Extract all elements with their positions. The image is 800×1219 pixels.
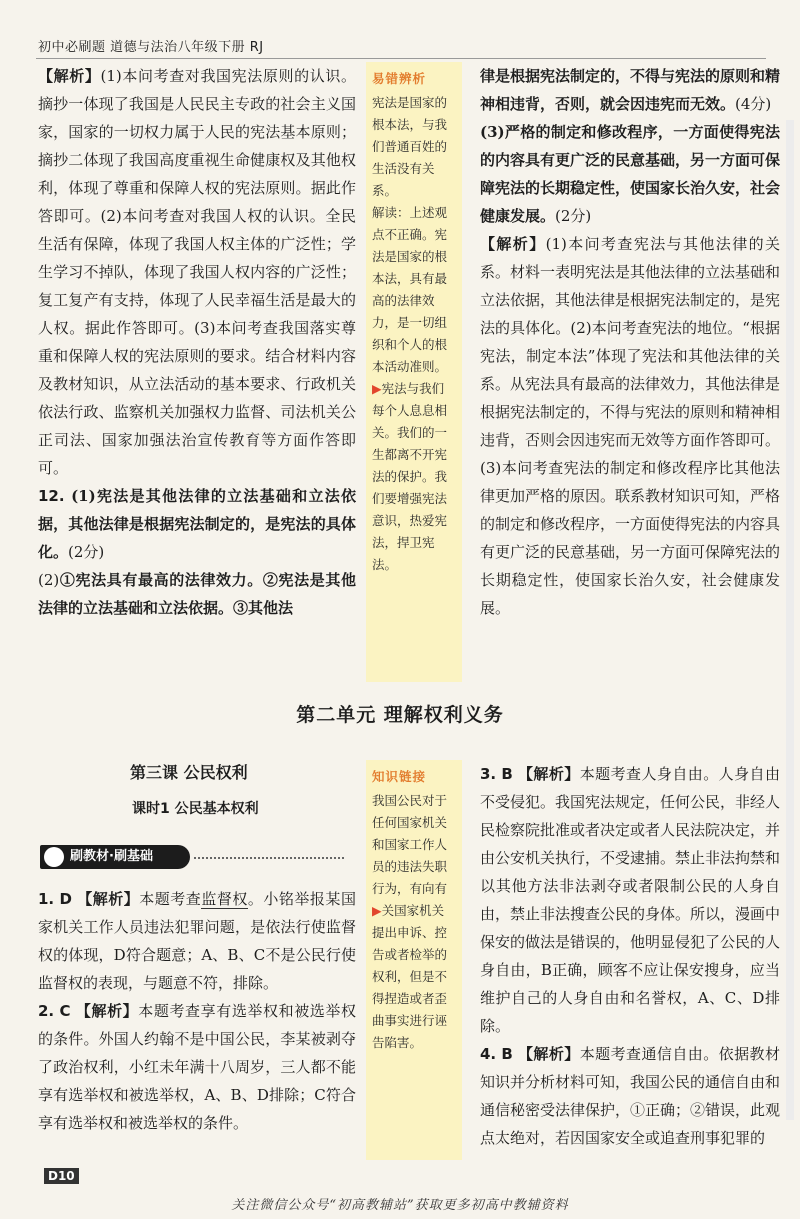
analysis-text: (1)本问考查对我国宪法原则的认识。摘抄一体现了我国是人民民主专政的社会主义国家，国家的一切权力属于人民的宪法基本原则；摘抄二体现了我国高度重视生命健康权及其他权利，体现了尊重和保障人权的宪法原则。据此作答即可。(2)本问考查对我国人权的认识。全民生活有保障，体现了我国人权主体的广泛性；学生学习不掉队，体现了我国人权内容的广泛性；复工复产有支持，体现了人民幸福生活是最大的人权。据此作答即可。(3)本问考查我国落实尊重和保障人权的宪法原则的要求。结合材料内容及教材知识，从立法活动的基本要求、行政机关依法行政、监察机关加强权力监督、司法机关公正司法、国家加强法治宣传教育等方面作答即可。	[38, 67, 356, 477]
right-column-top	[480, 62, 780, 622]
question-3	[480, 760, 780, 1040]
answer-text: (3)严格的制定和修改程序，一方面使得宪法的内容具有更广泛的民意基础，另一方面可保障宪法的长期稳定性，使国家长治久安，社会健康发展。	[480, 123, 781, 225]
error-analysis-sidebar	[366, 62, 462, 682]
question-12-part1	[38, 482, 356, 566]
question-4	[480, 1040, 780, 1152]
score: (2分)	[68, 543, 105, 561]
analysis-tag: 【解析】	[38, 67, 101, 85]
analysis-tag: 【解析】	[517, 1045, 580, 1063]
underlined-term: 监督权	[201, 890, 248, 908]
question-number: 3.	[480, 765, 497, 783]
answer-letter: C	[59, 1002, 71, 1020]
arrow-icon: ▶	[372, 381, 382, 396]
answer-continuation	[480, 62, 780, 118]
analysis-text: 。小铭举报某国家机关工作人员违法犯罪问题，是依法行使监督权的体现，D符合题意；A、B、C不是公民行使监督权的表现，与题意不符，排除。	[38, 890, 356, 992]
analysis-paragraph	[38, 62, 356, 482]
unit-title: 第二单元 理解权利义务	[296, 704, 504, 726]
analysis-text: 本题考查	[139, 890, 202, 908]
period-title: 课时1 公民基本权利	[132, 801, 259, 817]
analysis-text: (1)本问考查宪法与其他法律的关系。材料一表明宪法是其他法律的立法基础和立法依据，其他法律是根据宪法制定的，是宪法的具体化。(2)本问考查宪法的地位。“根据宪法，制定本法”体现了宪法和其他法律的关系。从宪法具有最高的法律效力，其他法律是根据宪法制定的，不得与宪法的原则和精神相违背，否则会因违宪而无效等方面作答即可。(3)本问考查宪法的制定和修改程序比其他法律更加严格的原因。联系教材知识可知，严格的制定和修改程序，一方面使得宪法的内容具有更广泛的民意基础，另一方面可保障宪法的长期稳定性，使国家长治久安，社会健康发展。	[480, 235, 781, 617]
part-prefix: (2)	[38, 571, 60, 589]
sidebar-text: ▶宪法与我们每个人息息相关。我们的一生都离不开宪法的保护。我们要增强宪法意识，热爱宪法，捍卫宪法。	[372, 381, 448, 572]
knowledge-link-sidebar	[366, 760, 462, 1160]
question-number: 4.	[480, 1045, 497, 1063]
lesson-title: 第三课 公民权利	[130, 763, 248, 782]
analysis-text: 本题考查享有选举权和被选举权的条件。外国人约翰不是中国公民，李某被剥夺了政治权利，小红未年满十八周岁，三人都不能享有选举权和被选举权，A、B、D排除；C符合享有选举权和被选举权的条件。	[38, 1002, 356, 1132]
sidebar-text: 解读：上述观点不正确。宪法是国家的根本法，具有最高的法律效力，是一切组织和个人的根本活动准则。	[372, 205, 448, 374]
question-2	[38, 997, 356, 1137]
sidebar-text: ▶关国家机关提出申诉、控告或者检举的权利，但是不得捏造或者歪曲事实进行诬告陷害。	[372, 903, 448, 1050]
right-column-bottom	[480, 760, 780, 1152]
sidebar-text: 宪法是国家的根本法，与我们普通百姓的生活没有关系。	[372, 95, 448, 198]
question-1	[38, 885, 356, 997]
answer-text: ①宪法具有最高的法律效力。②宪法是其他法律的立法基础和立法依据。③其他法	[38, 571, 356, 617]
banner-label: 刷教材·刷基础	[70, 849, 153, 864]
analysis-tag: 【解析】	[77, 890, 140, 908]
answer-part3	[480, 118, 780, 230]
analysis-tag: 【解析】	[480, 235, 546, 253]
footer-note: 关注微信公众号“初高教辅站”获取更多初高中教辅资料	[231, 1198, 569, 1213]
answer-letter: B	[501, 765, 513, 783]
sidebar-title: 知识链接	[372, 769, 427, 784]
sidebar-title: 易错辨析	[372, 71, 427, 86]
question-number: 1.	[38, 890, 55, 908]
header-rule	[36, 58, 766, 59]
sidebar-text: 我国公民对于任何国家机关和国家工作人员的违法失职行为，有向有	[372, 793, 448, 896]
question-number: 12.	[38, 487, 65, 505]
left-column-bottom	[38, 885, 356, 1137]
section-banner	[40, 845, 190, 869]
answer-letter: B	[501, 1045, 513, 1063]
page-number: D10	[44, 1168, 79, 1184]
running-header: 初中必刷题 道德与法治八年级下册 RJ	[38, 40, 264, 55]
score: (2分)	[555, 207, 592, 225]
analysis-tag: 【解析】	[517, 765, 580, 783]
left-column-top	[38, 62, 356, 622]
analysis-text: 本题考查人身自由。人身自由不受侵犯。我国宪法规定，任何公民，非经人民检察院批准或者决定或者人民法院决定，并由公安机关执行，不受逮捕。禁止非法拘禁和以其他方法非法剥夺或者限制公民的人身自由，禁止非法搜查公民的身体。所以，漫画中保安的做法是错误的，他明显侵犯了公民的人身自由，B正确，顾客不应让保安搜身，应当维护自己的人身自由和名誉权，A、C、D排除。	[480, 765, 781, 1035]
answer-letter: D	[59, 890, 72, 908]
answer-text: 律是根据宪法制定的，不得与宪法的原则和精神相违背，否则，就会因违宪而无效。	[480, 67, 781, 113]
arrow-icon: ▶	[372, 903, 382, 918]
brush-icon	[44, 847, 64, 867]
score: (4分)	[735, 95, 772, 113]
page-edge-shadow	[786, 120, 794, 1120]
analysis-paragraph	[480, 230, 780, 622]
banner-divider	[194, 857, 344, 859]
question-12-part2	[38, 566, 356, 622]
analysis-text: 本题考查通信自由。依据教材知识并分析材料可知，我国公民的通信自由和通信秘密受法律保护，①正确；②错误，此观点太绝对，若因国家安全或追查刑事犯罪的	[480, 1045, 781, 1147]
question-number: 2.	[38, 1002, 55, 1020]
analysis-tag: 【解析】	[75, 1002, 139, 1020]
answer-text: (1)宪法是其他法律的立法基础和立法依据，其他法律是根据宪法制定的，是宪法的具体化。	[38, 487, 356, 561]
